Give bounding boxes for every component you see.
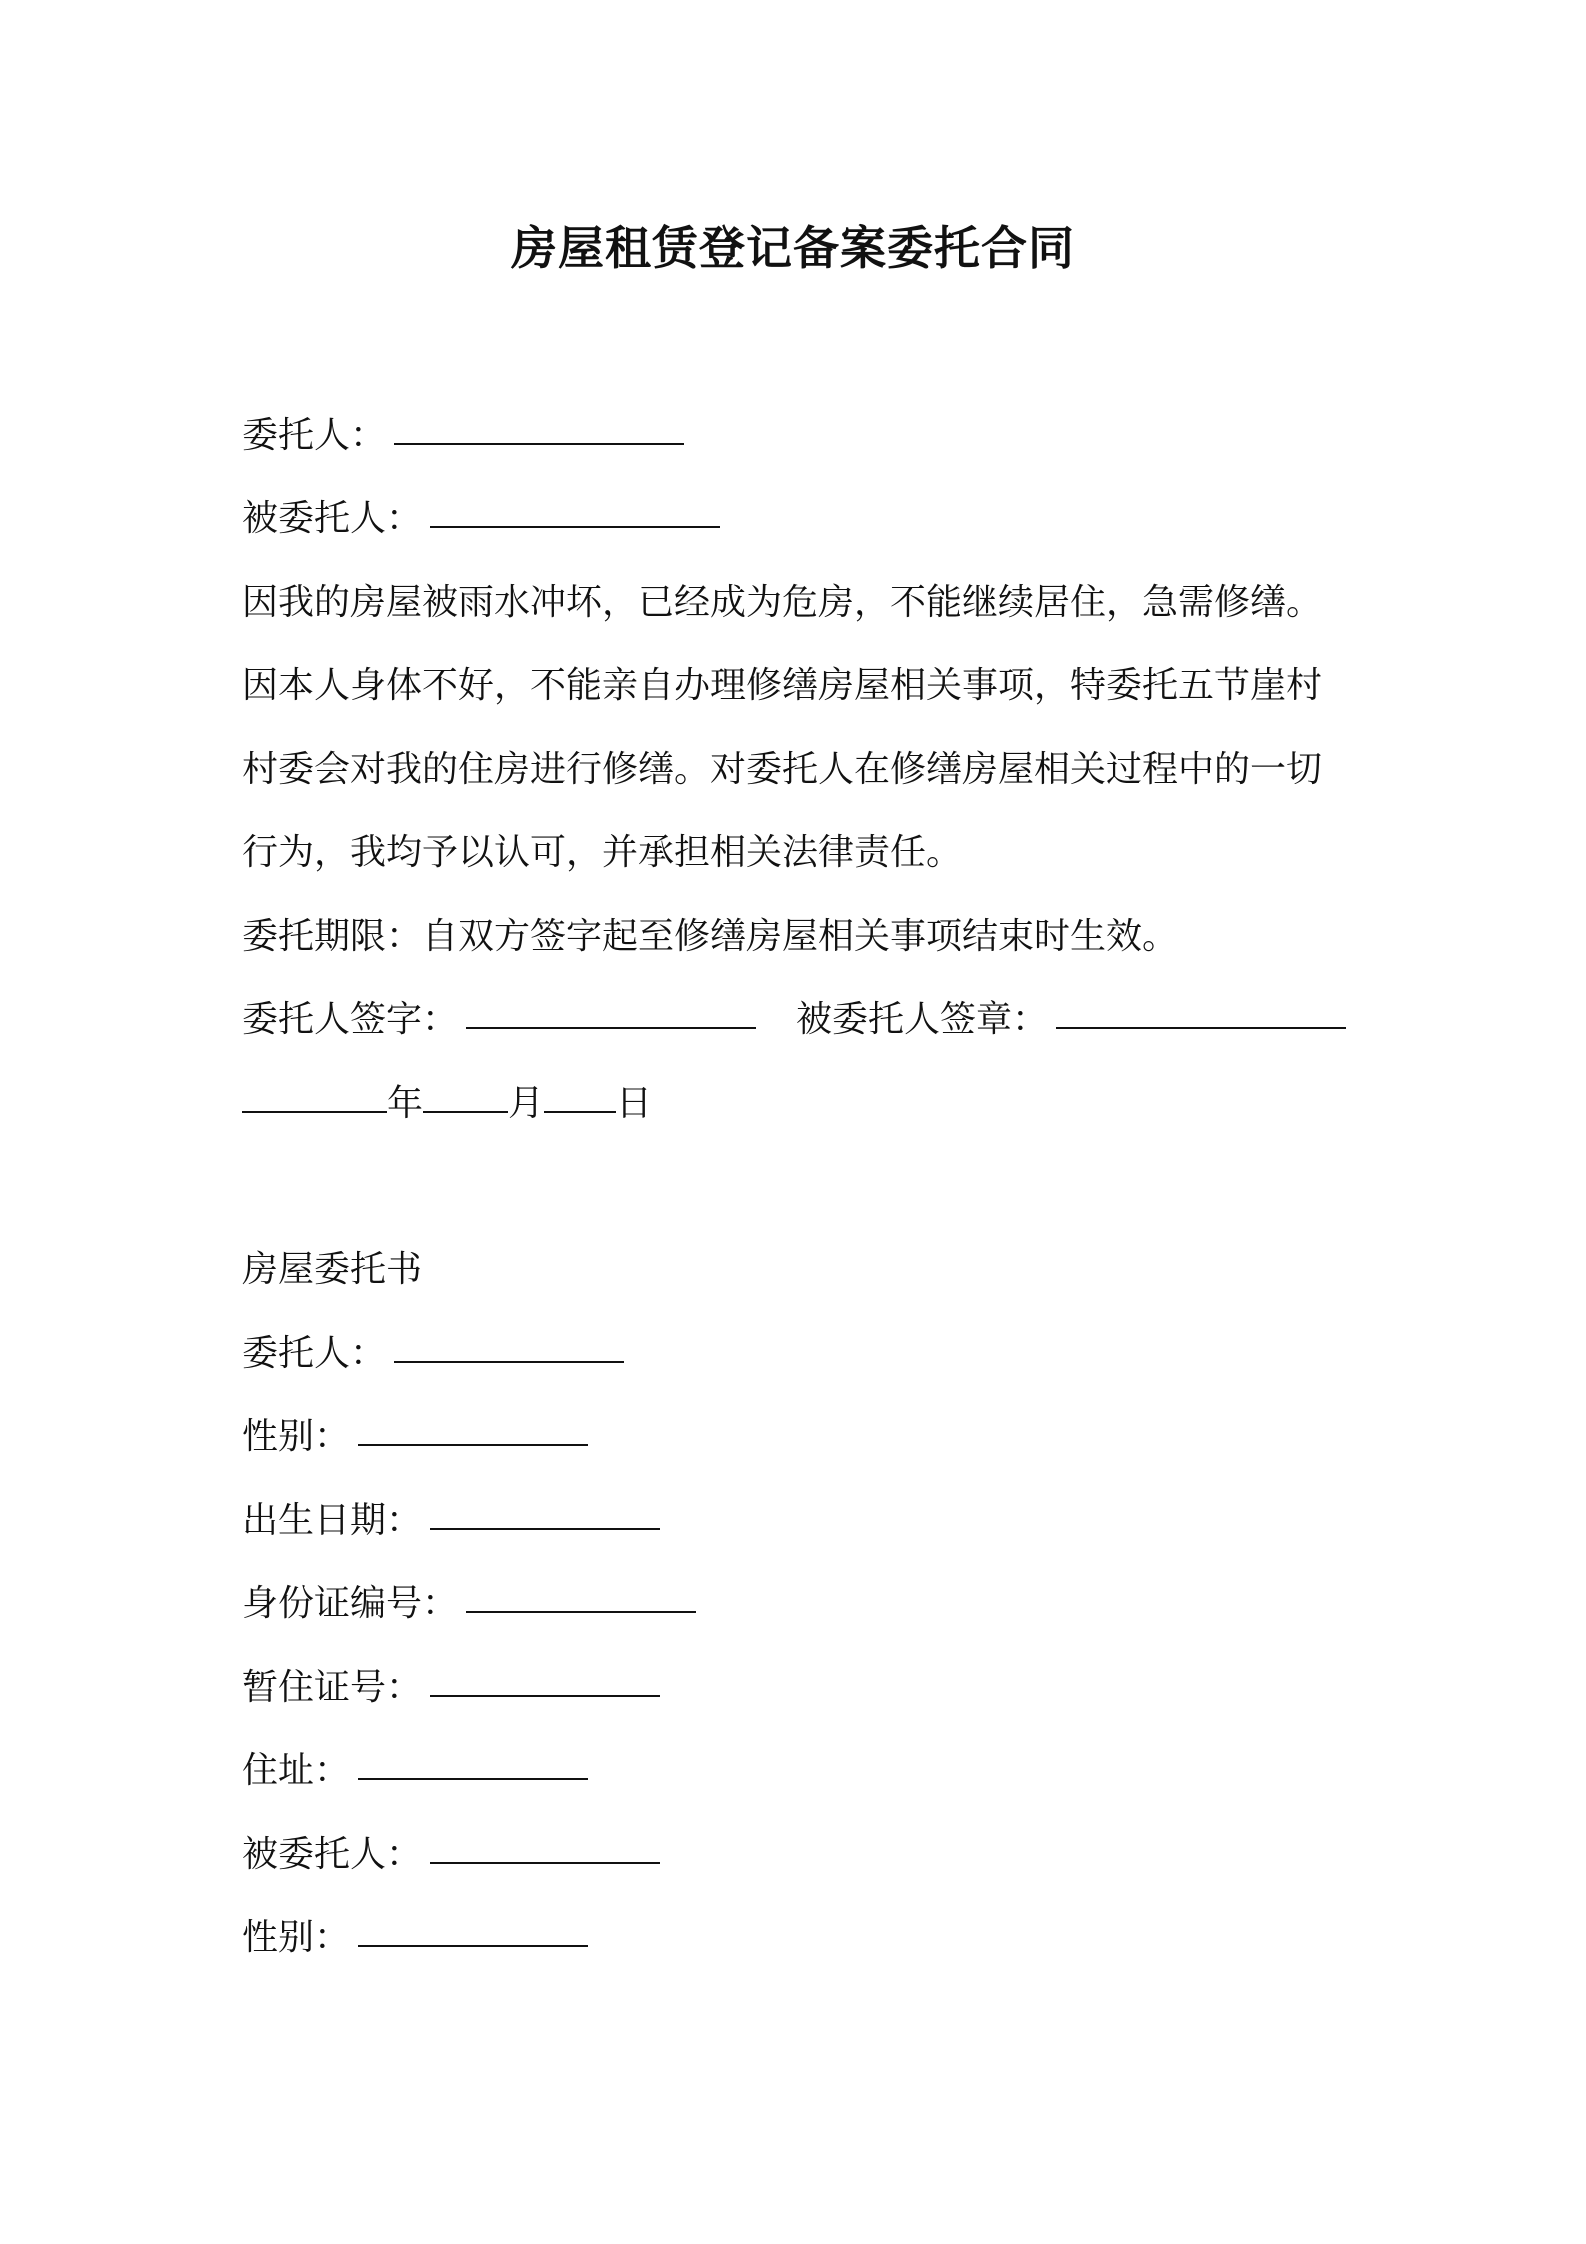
month-blank[interactable] [423,1111,508,1113]
field-blank[interactable] [430,1695,660,1697]
field-label: 暂住证号： [242,1667,423,1708]
field-label: 性别： [242,1416,351,1457]
field-blank[interactable] [430,1528,660,1530]
field-label: 住址： [242,1750,351,1791]
letter-field-principal [242,1330,624,1378]
letter-field-gender [242,1413,588,1461]
field-blank[interactable] [358,1945,588,1947]
date-line [242,1080,652,1128]
field-blank[interactable] [466,1611,696,1613]
day-blank[interactable] [544,1111,616,1113]
letter-field-residence-permit [242,1664,660,1712]
month-label: 月 [508,1083,545,1124]
letter-field-id-number [242,1580,696,1628]
letter-field-agent [242,1831,660,1879]
agent-line [242,495,720,543]
principal-sign-blank[interactable] [466,1027,756,1029]
year-label: 年 [387,1083,424,1124]
principal-label: 委托人： [242,415,387,456]
field-blank[interactable] [394,1361,624,1363]
letter-heading: 房屋委托书 [242,1249,423,1290]
body-line: 因本人身体不好，不能亲自办理修缮房屋相关事项，特委托五节崖村 [242,665,1323,706]
letter-field-address [242,1747,588,1795]
term-line: 委托期限：自双方签字起至修缮房屋相关事项结束时生效。 [242,916,1179,957]
document-title: 房屋租赁登记备案委托合同 [511,221,1075,275]
field-blank[interactable] [430,1862,660,1864]
principal-line [242,412,684,460]
signature-line [242,996,1346,1044]
field-blank[interactable] [358,1778,588,1780]
agent-label: 被委托人： [242,498,423,539]
letter-field-agent-gender [242,1914,588,1962]
field-label: 身份证编号： [242,1583,459,1624]
field-label: 被委托人： [242,1834,423,1875]
agent-seal-blank[interactable] [1056,1027,1346,1029]
body-line: 行为，我均予以认可，并承担相关法律责任。 [242,832,963,873]
body-line: 因我的房屋被雨水冲坏，已经成为危房，不能继续居住，急需修缮。 [242,582,1323,623]
year-blank[interactable] [242,1111,387,1113]
field-blank[interactable] [358,1444,588,1446]
agent-seal-label: 被委托人签章： [796,999,1049,1040]
principal-sign-label: 委托人签字： [242,999,459,1040]
agent-blank[interactable] [430,526,720,528]
body-line: 村委会对我的住房进行修缮。对委托人在修缮房屋相关过程中的一切 [242,749,1323,790]
field-label: 出生日期： [242,1500,423,1541]
field-label: 委托人： [242,1333,387,1374]
field-label: 性别： [242,1917,351,1958]
day-label: 日 [616,1083,653,1124]
principal-blank[interactable] [394,443,684,445]
letter-field-birthdate [242,1497,660,1545]
